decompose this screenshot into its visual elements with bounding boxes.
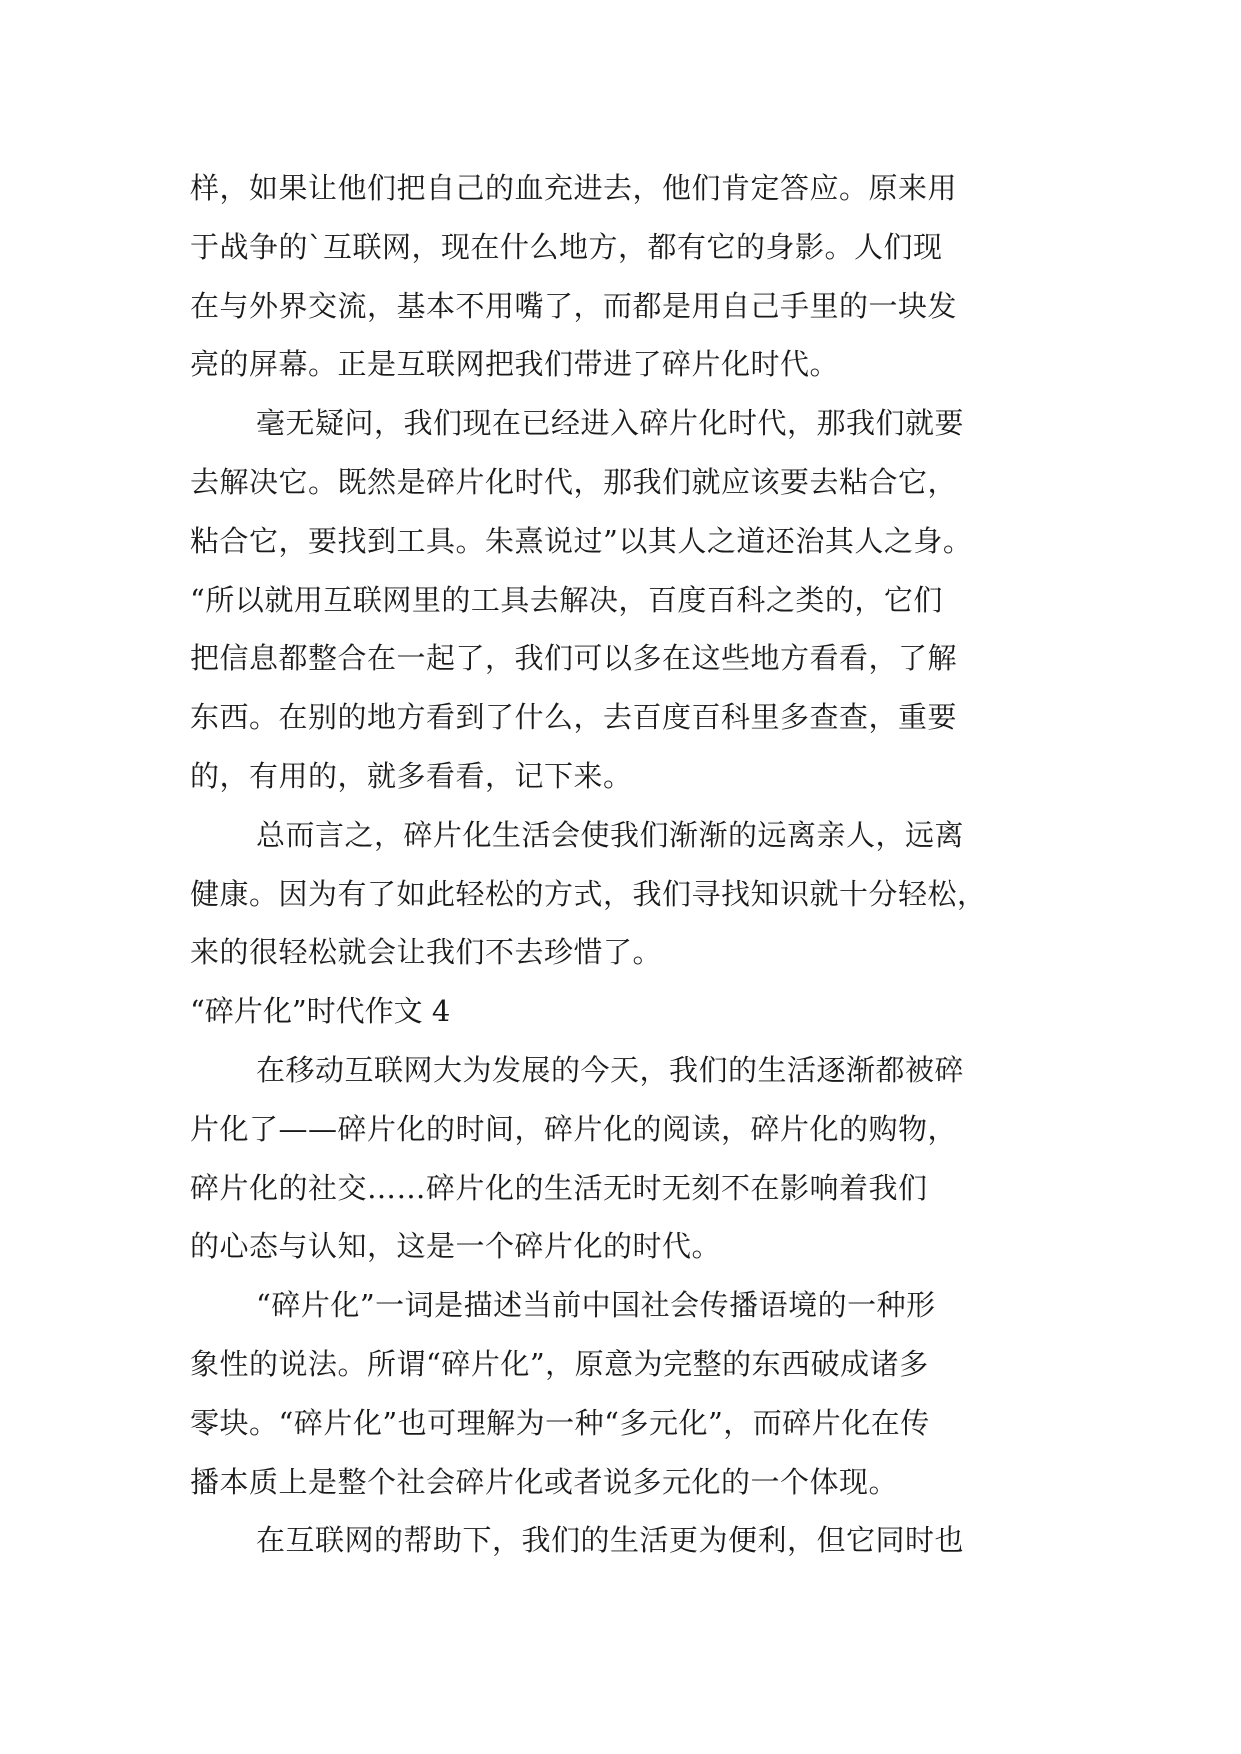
document-page (190, 159, 1050, 1570)
text-line: 于战争的`互联网，现在什么地方，都有它的身影。人们现 (190, 229, 943, 264)
text-line: 健康。因为有了如此轻松的方式，我们寻找知识就十分轻松， (190, 876, 987, 911)
text-line: 来的很轻松就会让我们不去珍惜了。 (190, 935, 663, 970)
text-line: 的心态与认知，这是一个碎片化的时代。 (190, 1229, 722, 1264)
text-line: 片化了——碎片化的时间，碎片化的阅读，碎片化的购物， (190, 1111, 958, 1146)
paragraph-first-line: 在移动互联网大为发展的今天，我们的生活逐渐都被碎 (256, 1052, 965, 1087)
paragraph-first-line: “碎片化”一词是描述当前中国社会传播语境的一种形 (256, 1288, 936, 1323)
text-line: 象性的说法。所谓“碎片化”，原意为完整的东西破成诸多 (190, 1346, 929, 1381)
text-line: 粘合它，要找到工具。朱熹说过”以其人之道还治其人之身。 (190, 523, 973, 558)
text-line: 在与外界交流，基本不用嘴了，而都是用自己手里的一块发 (190, 288, 958, 323)
section-heading: “碎片化”时代作文 4 (190, 994, 451, 1029)
text-line: 亮的屏幕。正是互联网把我们带进了碎片化时代。 (190, 347, 840, 382)
text-line: 东西。在别的地方看到了什么，去百度百科里多查查，重要 (190, 700, 958, 735)
paragraph-first-line: 在互联网的帮助下，我们的生活更为便利，但它同时也 (256, 1523, 965, 1558)
text-line: 去解决它。既然是碎片化时代，那我们就应该要去粘合它， (190, 464, 958, 499)
paragraph-first-line: 毫无疑问，我们现在已经进入碎片化时代，那我们就要 (256, 406, 965, 441)
text-line: 碎片化的社交……碎片化的生活无时无刻不在影响着我们 (190, 1170, 928, 1205)
text-line: 样，如果让他们把自己的血充进去，他们肯定答应。原来用 (190, 171, 958, 205)
text-line: “所以就用互联网里的工具去解决，百度百科之类的，它们 (190, 582, 943, 617)
paragraph-first-line: 总而言之，碎片化生活会使我们渐渐的远离亲人，远离 (256, 817, 965, 852)
text-line: 零块。“碎片化”也可理解为一种“多元化”，而碎片化在传 (190, 1405, 930, 1440)
text-line: 把信息都整合在一起了，我们可以多在这些地方看看，了解 (190, 641, 958, 676)
text-line: 的，有用的，就多看看，记下来。 (190, 758, 633, 793)
text-line: 播本质上是整个社会碎片化或者说多元化的一个体现。 (190, 1464, 899, 1499)
